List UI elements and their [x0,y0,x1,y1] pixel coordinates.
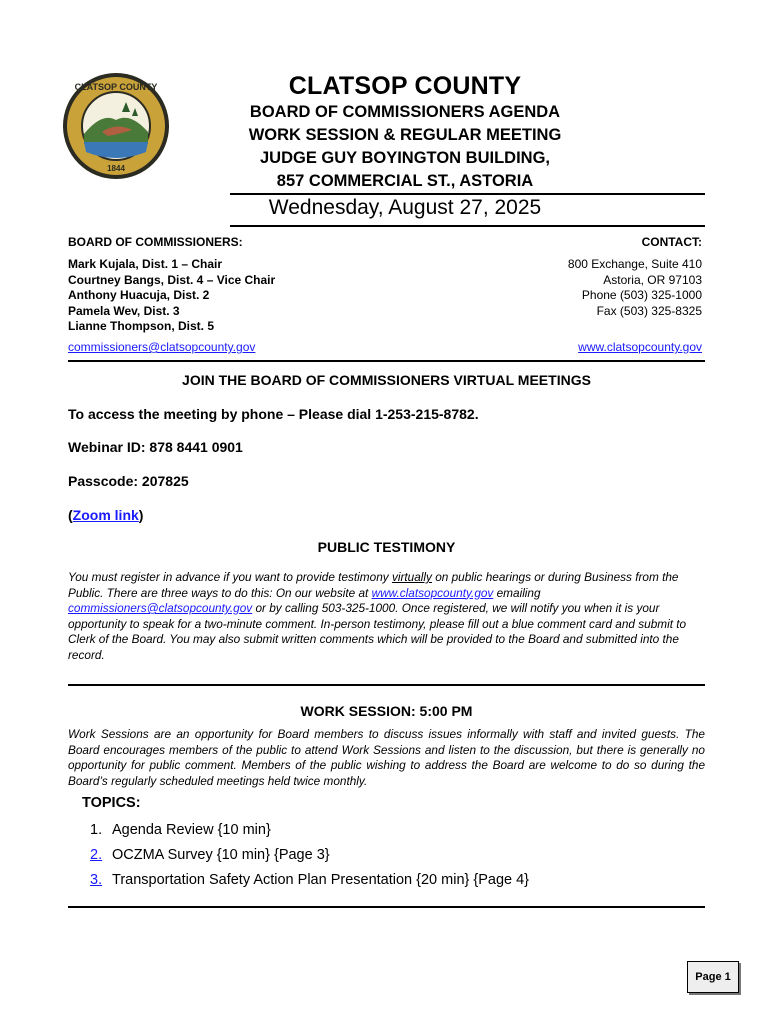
contact-address [568,257,702,319]
svg-text:CLATSOP COUNTY: CLATSOP COUNTY [74,82,158,92]
testimony-virtually: virtually [391,570,432,584]
county-title: CLATSOP COUNTY [288,72,522,100]
contact-heading: CONTACT: [641,235,702,249]
testimony-text: emailing [493,585,541,600]
topic-text: OCZMA Survey {10 min} {Page 3} [112,847,330,863]
board-member: Lianne Thompson, Dist. 5 [68,319,215,333]
work-session-description: Work Sessions are an opportunity for Board members to discuss issues informally with staff and invited guests. The Board encourages members of the public to attend Work Sessions and listen to the discussion, but there is generally no opportunity for public comment. Members of the public wishing to address the Board are welcome to do so during the Board’s regularly scheduled meetings held twice monthly. [68,727,705,788]
contact-line: Fax (503) 325-8325 [596,303,702,318]
contact-line: Astoria, OR 97103 [603,272,702,287]
svg-text:1844: 1844 [107,164,125,173]
topic-number-link[interactable]: 2. [90,847,103,863]
testimony-text: on public hearings or during Business from the Public. There are three ways to do this: On our website at [68,570,679,600]
topic-item [90,872,529,888]
county-seal-logo [62,72,170,180]
header-line-4: 857 COMMERCIAL ST., ASTORIA [276,172,534,190]
contact-rule [68,360,705,362]
topic-item [90,847,330,863]
header-rule-top [230,193,705,195]
board-member: Courtney Bangs, Dist. 4 – Vice Chair [68,272,276,287]
virtual-meetings-heading: JOIN THE BOARD OF COMMISSIONERS VIRTUAL MEETINGS [182,372,591,388]
topics-heading: TOPICS: [82,795,141,811]
board-email-link[interactable]: commissioners@clatsopcounty.gov [68,340,256,354]
testimony-website-link[interactable]: www.clatsopcounty.gov [371,585,494,600]
topic-number-link[interactable]: 3. [90,872,103,888]
board-members-list [68,257,275,335]
zoom-link[interactable]: Zoom link [72,507,139,523]
zoom-link-line [68,507,705,523]
topic-text: Transportation Safety Action Plan Presentation {20 min} {Page 4} [112,872,530,888]
topic-item [90,822,271,838]
page-number: Page 1 [687,961,739,993]
zoom-paren-open: ( [68,507,73,523]
phone-instructions: To access the meeting by phone – Please dial 1-253-215-8782. [68,406,479,422]
topics-rule [68,906,705,908]
header-line-1: BOARD OF COMMISSIONERS AGENDA [249,103,561,121]
contact-line: 800 Exchange, Suite 410 [567,257,702,271]
work-session-heading: WORK SESSION: 5:00 PM [300,703,473,719]
board-member: Anthony Huacuja, Dist. 2 [68,288,210,302]
header-line-3: JUDGE GUY BOYINGTON BUILDING, [259,149,550,167]
board-member: Pamela Wev, Dist. 3 [68,303,180,318]
testimony-text: You must register in advance if you want to provide testimony [68,570,392,584]
testimony-rule [68,684,705,686]
testimony-email-link[interactable]: commissioners@clatsopcounty.gov [68,601,253,615]
testimony-text: or by calling 503-325-1000. Once registered, we will notify you when it is your opportunity to speak for a two-minute comment. In-person testimony, please fill out a blue comment card and submit to Clerk of the Board. You may also submit written comments which will be provided to the Board and submitted into the record. [68,601,687,662]
board-heading: BOARD OF COMMISSIONERS: [68,235,243,249]
header-rule-bottom [230,225,705,227]
board-member: Mark Kujala, Dist. 1 – Chair [68,257,223,271]
meeting-date: Wednesday, August 27, 2025 [268,196,542,219]
testimony-paragraph [68,570,705,663]
passcode: Passcode: 207825 [68,473,189,489]
public-testimony-heading: PUBLIC TESTIMONY [317,539,456,555]
website-link[interactable]: www.clatsopcounty.gov [578,340,702,354]
contact-line: Phone (503) 325-1000 [581,288,702,302]
topic-text: Agenda Review {10 min} [112,822,271,838]
topic-number: 1. [90,822,103,838]
webinar-id: Webinar ID: 878 8441 0901 [68,439,243,455]
zoom-paren-close: ) [138,507,144,523]
header-line-2: WORK SESSION & REGULAR MEETING [248,126,562,144]
